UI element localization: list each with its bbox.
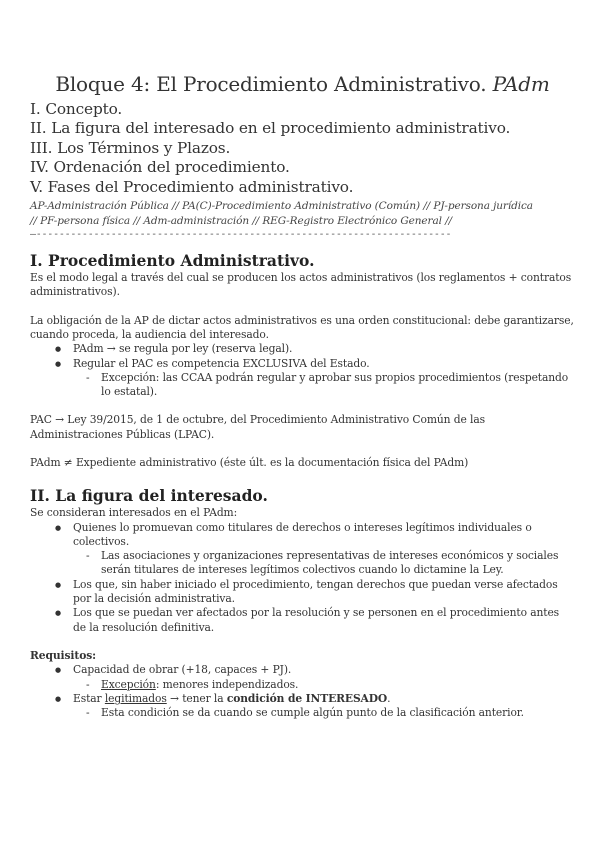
list-item [30,521,575,578]
abbreviations-line: // PF-persona física // Adm-administración // REG-Registro Electrónico General // [30,215,452,228]
list-item-text: Capacidad de obrar (+18, capaces + PJ). [73,663,292,677]
list-item [30,663,575,692]
sub-list [73,549,575,578]
table-of-contents [30,100,575,197]
list-item [30,357,575,400]
paragraph: Es el modo legal a través del cual se producen los actos administrativos (los reglamentos + contratos administrativos). [30,271,572,299]
title-text: Bloque 4: El Procedimiento Administrativo. [55,72,487,96]
requisitos-heading: Requisitos: [30,648,96,662]
toc-item: V. Fases del Procedimiento administrativo. [30,177,354,196]
sub-list-item [73,678,575,692]
sub-list [73,371,575,400]
list-item-text: Regular el PAC es competencia EXCLUSIVA del Estado. [73,356,370,370]
sub-list-item-text: : menores independizados. [155,677,299,691]
bullet-list [30,342,575,399]
abbreviations [30,199,575,229]
sub-list-item: - Las asociaciones y organizaciones representativas de intereses económicos y sociales serán titulares de intereses legítimos colectivos cuando lo dictamine la Ley. [73,549,575,578]
list-item [30,692,575,721]
list-item: ● Los que, sin haber iniciado el procedimiento, tengan derechos que puedan verse afectados por la decisión administrativa. [30,578,575,607]
requisitos-list [30,663,575,720]
list-item-text: PAdm → se regula por ley (reserva legal). [73,342,293,356]
bullet-list [30,521,575,635]
sub-list [73,706,575,720]
list-item-text: Estar [73,691,105,705]
list-item-text: → tener la [166,691,227,705]
divider-rule: —------------------------------------------------------------------------ [30,229,452,241]
paragraph: PAC → Ley 39/2015, de 1 de octubre, del Procedimiento Administrativo Común de las Administraciones Públicas (LPAC). [30,413,485,441]
list-item-text: Quienes lo promuevan como titulares de derechos o intereses legítimos individuales o colectivos. [73,520,532,548]
title-abbr: PAdm [492,72,550,96]
underlined-term: legitimados [104,691,167,705]
list-item-text: . [387,691,391,705]
bold-term: condición de INTERESADO [226,691,388,705]
list-item [30,342,575,356]
section-2-heading: II. La figura del interesado. [30,486,268,506]
sub-list-item: - Excepción: las CCAA podrán regular y aprobar sus propios procedimientos (respetando lo estatal). [73,371,575,400]
page-title [30,68,575,100]
sub-list [73,678,575,692]
paragraph: La obligación de la AP de dictar actos administrativos es una orden constitucional: debe garantizarse, cuando proceda, la audiencia del interesado. [30,313,574,341]
paragraph: Se consideran interesados en el PAdm: [30,506,238,520]
underlined-term: Excepción [101,677,156,691]
toc-item: III. Los Términos y Plazos. [30,138,231,157]
document-page [30,68,575,720]
toc-item: IV. Ordenación del procedimiento. [30,158,290,177]
section-1-heading: I. Procedimiento Administrativo. [30,251,315,271]
toc-item: I. Concepto. [30,100,123,118]
abbreviations-line: AP-Administración Pública // PA(C)-Procedimiento Administrativo (Común) // PJ-persona jurídica [30,200,533,213]
sub-list-item: - Esta condición se da cuando se cumple algún punto de la clasificación anterior. [73,706,575,720]
toc-item: II. La figura del interesado en el procedimiento administrativo. [30,119,511,138]
paragraph: PAdm ≠ Expediente administrativo (éste últ. es la documentación física del PAdm) [30,456,469,469]
list-item: ● Los que se puedan ver afectados por la resolución y se personen en el procedimiento antes de la resolución definitiva. [30,606,575,635]
